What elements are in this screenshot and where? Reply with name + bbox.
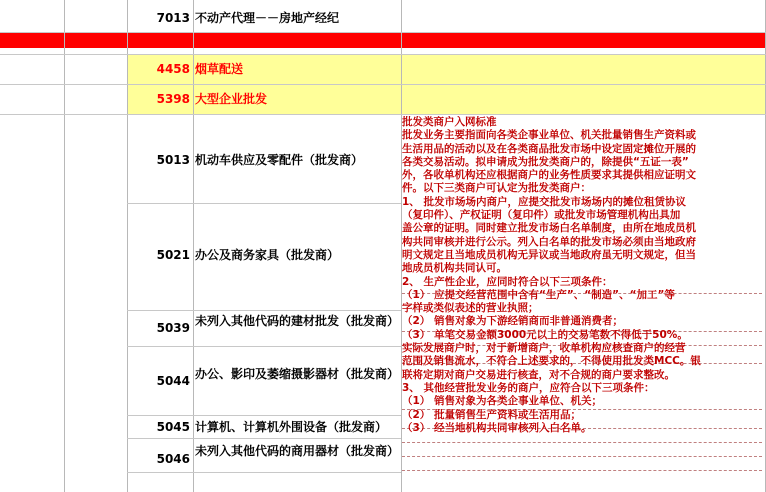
- note-line: 2、 生产性企业，应同时符合以下三项条件：: [402, 275, 613, 288]
- note-line: 件。以下三类商户可认定为批发类商户：: [402, 182, 591, 195]
- mcc-code[interactable]: 5045: [156, 420, 190, 434]
- note-line: 批发类商户入网标准: [402, 116, 497, 128]
- mcc-code[interactable]: 5046: [156, 452, 190, 466]
- note-line: （1） 应提交经营范围中含有“生产”、“制造”、“加工”等: [402, 288, 675, 301]
- note-line: （1） 销售对象为各类企事业单位、机关；: [402, 395, 602, 408]
- note-line: （2） 批量销售生产资料或生活用品；: [402, 408, 581, 421]
- note-line: （3） 经当地机构共同审核列入白名单。: [402, 421, 592, 434]
- mcc-name[interactable]: 办公及商务家具（批发商）: [195, 248, 340, 262]
- red-separator-row[interactable]: [0, 33, 766, 48]
- note-line: 联将定期对商户交易进行核查，对不合规的商户要求整改。: [402, 368, 675, 381]
- note-line: 字样或类似表述的营业执照；: [402, 302, 539, 315]
- note-line: 各类交易活动。拟申请成为批发类商户的，除提供“五证一表”: [402, 155, 689, 168]
- mcc-name[interactable]: 机动车供应及零配件（批发商）: [195, 153, 364, 167]
- mcc-name[interactable]: 大型企业批发: [195, 92, 268, 106]
- note-line: （复印件）、产权证明（复印件）或批发市场管理机构出具加: [402, 209, 681, 222]
- note-line: 构共同审核并进行公示。列入白名单的批发市场必须由当地政府: [402, 235, 696, 248]
- mcc-code[interactable]: 5044: [156, 374, 190, 388]
- mcc-name[interactable]: 不动产代理－－房地产经纪: [195, 11, 340, 25]
- mcc-code[interactable]: 5398: [156, 92, 190, 106]
- note-line: 批发业务主要指面向各类企事业单位、机关批量销售生产资料或: [402, 129, 696, 142]
- note-line: 生活用品的活动以及在各类商品批发市场中设定固定摊位开展的: [402, 142, 696, 155]
- note-line: （3） 单笔交易金额3000元以上的交易笔数不得低于50%。: [402, 328, 688, 341]
- mcc-name[interactable]: 计算机、计算机外围设备（批发商）: [195, 420, 388, 434]
- mcc-name[interactable]: 办公、影印及萎缩摄影器材（批发商）: [195, 367, 400, 381]
- mcc-name[interactable]: 未列入其他代码的建材批发（批发商）: [195, 314, 400, 328]
- mcc-code[interactable]: 5013: [156, 153, 190, 167]
- note-line: 实际发展商户时，对于新增商户，收单机构应核查商户的经营: [402, 342, 686, 355]
- mcc-name[interactable]: 烟草配送: [195, 62, 244, 76]
- note-line: （2） 销售对象为下游经销商而非普通消费者；: [402, 315, 623, 328]
- note-line: 范围及销售流水，不符合上述要求的，不得使用批发类MCC。银: [402, 355, 701, 368]
- note-line: 3、 其他经营批发业务的商户，应符合以下三项条件：: [402, 381, 655, 394]
- merchant-notes[interactable]: [402, 116, 762, 435]
- note-line: 外，各收单机构还应根据商户的业务性质要求其提供相应证明文: [402, 169, 696, 182]
- note-line: 1、 批发市场场内商户，应提交批发市场场内的摊位租赁协议: [402, 195, 686, 208]
- mcc-code[interactable]: 4458: [156, 62, 190, 76]
- mcc-name[interactable]: 未列入其他代码的商用器材（批发商）: [195, 444, 400, 458]
- mcc-code[interactable]: 5021: [156, 248, 190, 262]
- note-line: 明文规定且当地成员机构无异议或当地政府虽无明文规定，但当: [402, 248, 696, 261]
- mcc-code[interactable]: 7013: [156, 11, 190, 25]
- note-line: 盖公章的证明。同时建立批发市场白名单制度，由所在地成员机: [402, 222, 696, 235]
- note-line: 地成员机构共同认可。: [402, 262, 507, 275]
- mcc-code[interactable]: 5039: [156, 321, 190, 335]
